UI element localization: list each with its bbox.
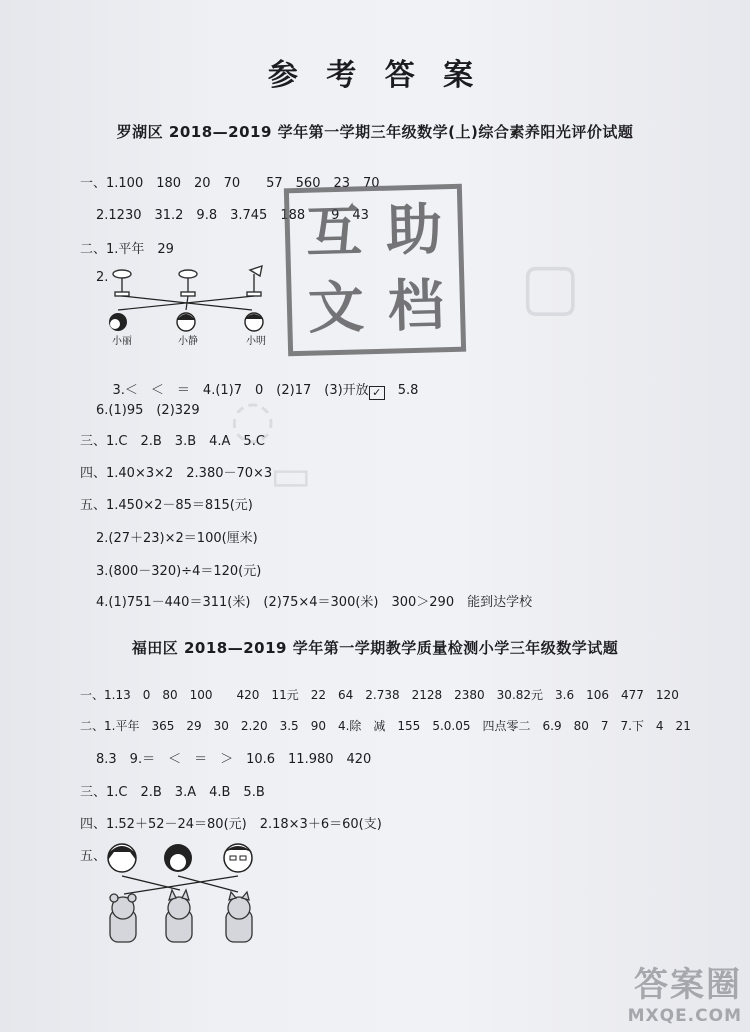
animal-icon — [110, 894, 136, 942]
answer-text: 3.＜ ＜ ＝ 4.(1)7 0 (2)17 (3)开放 — [112, 383, 369, 398]
answer-line: 二、1.平年 29 — [80, 242, 174, 257]
child-icon — [177, 313, 195, 331]
answer-line: 2. — [96, 270, 109, 285]
answer-line: 二、1.平年 365 29 30 2.20 3.5 90 4.除 减 155 5.0.05 四点零二 6.9 80 7 7.下 4 21 — [80, 719, 691, 733]
child-name-label: 小明 — [246, 336, 266, 347]
child-icon — [164, 844, 192, 872]
lamp-icon — [247, 266, 262, 296]
answer-line: 五、 — [80, 849, 107, 864]
child-name-label: 小静 — [178, 336, 198, 347]
answer-line: 3.(800－320)÷4＝120(元) — [96, 564, 262, 579]
answer-line: 五、1.450×2－85＝815(元) — [80, 498, 253, 513]
watermark-url: MXQE.COM — [627, 1006, 742, 1026]
answer-line: 2.1230 31.2 9.8 3.745 188 9 43 — [96, 208, 369, 223]
page-title: 参 考 答 案 — [267, 58, 483, 93]
answer-line: 三、1.C 2.B 3.A 4.B 5.B — [80, 785, 265, 800]
child-icon — [224, 844, 252, 872]
bleed-through-mark: ▢ — [520, 250, 581, 324]
stamp-character: 文 — [307, 275, 365, 342]
stamp-character: 助 — [385, 197, 443, 264]
answer-line: 4.(1)751－440＝311(米) (2)75×4＝300(米) 300＞290 能到达学校 — [96, 595, 533, 610]
watermark-logo-text: 答案圈 — [634, 965, 742, 1005]
stamp-character: 互 — [305, 199, 363, 266]
check-box: ✓ — [369, 386, 385, 400]
answer-line: 四、1.52＋52－24＝80(元) 2.18×3＋6＝60(支) — [80, 817, 382, 832]
lamp-icon — [113, 270, 131, 296]
answer-line: 一、1.100 180 20 70 57 560 23 70 — [80, 176, 380, 191]
bleed-through-mark: ▭ — [270, 450, 312, 501]
animal-icon — [226, 892, 252, 942]
answer-line: 三、1.C 2.B 3.B 4.A 5.C — [80, 434, 265, 449]
bleed-through-mark: ◌ — [230, 390, 276, 450]
answer-line: 四、1.40×3×2 2.380－70×3 — [80, 466, 273, 481]
section-heading-futian: 福田区 2018—2019 学年第一学期教学质量检测小学三年级数学试题 — [131, 639, 619, 657]
answer-line: 2.(27＋23)×2＝100(厘米) — [96, 531, 258, 546]
child-icon — [109, 313, 127, 331]
answer-text: 5.8 — [397, 383, 419, 398]
lamp-icon — [179, 270, 197, 296]
answer-line: 6.(1)95 (2)329 — [96, 403, 200, 418]
child-icon — [245, 313, 263, 331]
child-animal-matching-figure — [96, 840, 276, 950]
site-watermark — [628, 957, 742, 1026]
child-name-label: 小丽 — [112, 336, 132, 347]
stamp-character: 档 — [387, 273, 445, 340]
child-icon — [108, 844, 136, 872]
answer-line: 8.3 9.＝ ＜ ＝ ＞ 10.6 11.980 420 — [96, 752, 372, 767]
animal-icon — [166, 890, 192, 942]
section-heading-luohu: 罗湖区 2018—2019 学年第一学期三年级数学(上)综合素养阳光评价试题 — [116, 123, 634, 141]
answer-line: 一、1.13 0 80 100 420 11元 22 64 2.738 2128 2380 30.82元 3.6 106 477 120 — [80, 688, 679, 702]
stamp — [284, 184, 466, 357]
